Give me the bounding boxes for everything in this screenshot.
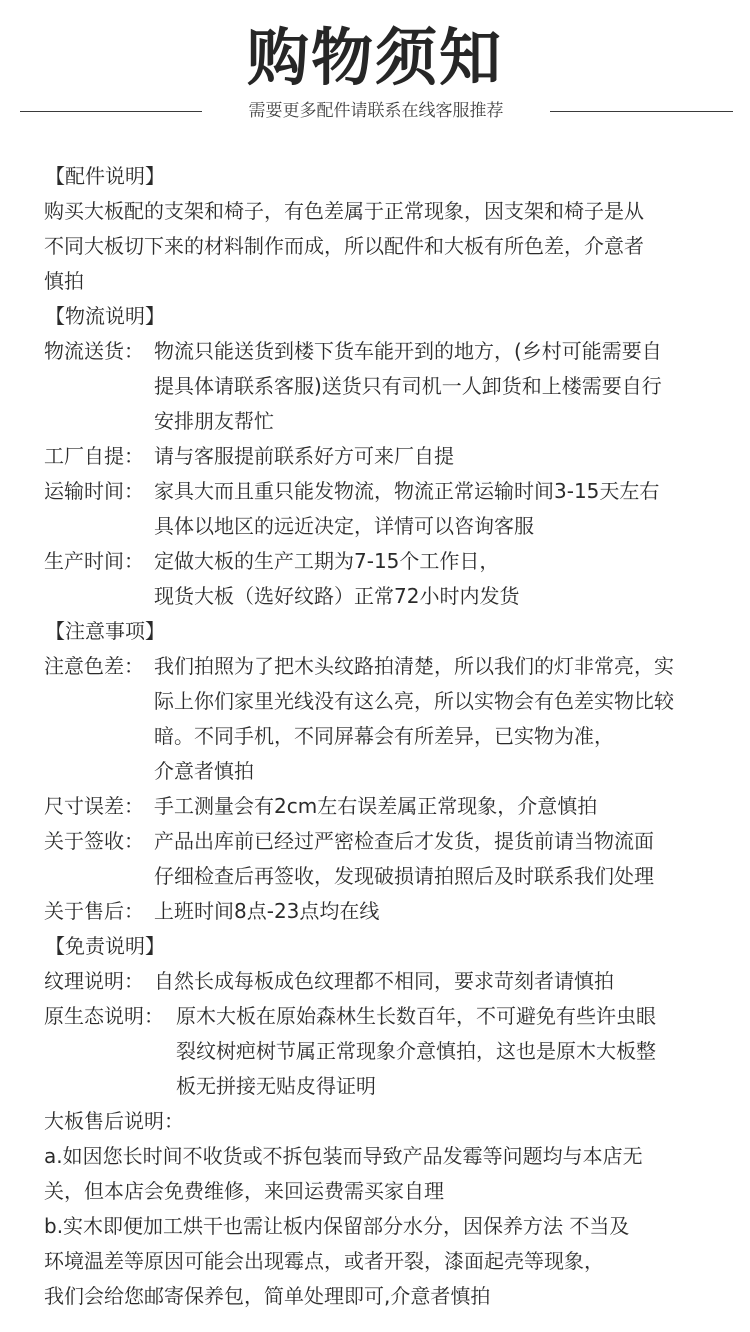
item-text [154,439,734,474]
item-label: 尺寸误差： [44,794,144,818]
item-text [154,964,734,999]
item-text-line: 原木大板在原始森林生长数百年，不可避免有些许虫眼 [176,1004,656,1028]
item-text [154,824,734,894]
item-text [154,544,734,614]
item-label: 运输时间： [44,479,144,503]
item-text-line: 物流只能送货到楼下货车能开到的地方，(乡村可能需要自 [154,339,662,363]
item-text [154,649,734,789]
paragraph-line: 不同大板切下来的材料制作而成，所以配件和大板有所色差，介意者 [44,234,644,258]
item-text-line: 家具大而且重只能发物流，物流正常运输时间3-15天左右 [154,479,660,503]
item-text-line: 介意者慎拍 [154,759,254,783]
item-text-line: 际上你们家里光线没有这么亮，所以实物会有色差实物比较 [154,689,674,713]
item-texture [44,964,734,999]
item-label: 工厂自提： [44,444,144,468]
item-production-time [44,544,734,614]
page-title: 购物须知 [246,21,503,94]
item-label: 关于签收： [44,829,144,853]
item-label: 纹理说明： [44,969,144,993]
item-text-line: 暗。不同手机，不同屏幕会有所差异，已实物为准， [154,724,614,748]
item-text [154,789,734,824]
item-receipt [44,824,734,894]
item-text-line: 产品出库前已经过严密检查后才发货，提货前请当物流面 [154,829,654,853]
item-text [154,334,734,439]
item-text [154,894,734,929]
item-after-sales [44,894,734,929]
item-text-line: 上班时间8点-23点均在线 [154,899,380,923]
paragraph-line: 慎拍 [44,269,84,293]
page-subtitle: 需要更多配件请联系在线客服推荐 [248,101,504,121]
item-text [176,999,734,1104]
section-heading-accessories: 【配件说明】 [45,164,165,188]
paragraph-line: 大板售后说明： [44,1109,184,1133]
item-text-line: 现货大板（选好纹路）正常72小时内发货 [154,584,520,608]
item-text-line: 裂纹树疤树节属正常现象介意慎拍，这也是原木大板整 [176,1039,656,1063]
paragraph-line: 关，但本店会免费维修，来回运费需买家自理 [44,1179,444,1203]
paragraph-line: 环境温差等原因可能会出现霉点，或者开裂，漆面起壳等现象， [44,1249,604,1273]
paragraph-line: a.如因您长时间不收货或不拆包装而导致产品发霉等问题均与本店无 [44,1144,643,1168]
item-label: 物流送货： [44,339,144,363]
item-text-line: 安排朋友帮忙 [154,409,274,433]
item-text-line: 提具体请联系客服)送货只有司机一人卸货和上楼需要自行 [154,374,662,398]
section-heading-notes: 【注意事项】 [45,619,165,643]
item-text-line: 请与客服提前联系好方可来厂自提 [154,444,454,468]
item-text [154,474,734,544]
divider-left [20,111,202,112]
divider-right [550,111,733,112]
item-text-line: 我们拍照为了把木头纹路拍清楚，所以我们的灯非常亮，实 [154,654,674,678]
section-heading-disclaimer: 【免责说明】 [45,934,165,958]
item-text-line: 板无拼接无贴皮得证明 [176,1074,376,1098]
paragraph-line: b.实木即便加工烘干也需让板内保留部分水分，因保养方法 不当及 [44,1214,630,1238]
item-text-line: 自然长成每板成色纹理都不相同，要求苛刻者请慎拍 [154,969,614,993]
item-shipping-time [44,474,734,544]
item-label: 原生态说明： [44,1004,164,1028]
item-delivery [44,334,734,439]
paragraph-line: 我们会给您邮寄保养包，简单处理即可,介意者慎拍 [44,1284,491,1308]
item-label: 生产时间： [44,549,144,573]
section-heading-logistics: 【物流说明】 [45,304,165,328]
item-color-difference [44,649,734,789]
item-text-line: 手工测量会有2cm左右误差属正常现象，介意慎拍 [154,794,598,818]
item-label: 关于售后： [44,899,144,923]
item-text-line: 定做大板的生产工期为7-15个工作日， [154,549,500,573]
item-text-line: 具体以地区的远近决定，详情可以咨询客服 [154,514,534,538]
paragraph-line: 购买大板配的支架和椅子，有色差属于正常现象，因支架和椅子是从 [44,199,644,223]
item-natural-ecology [44,999,734,1104]
item-label: 注意色差： [44,654,144,678]
notice-content [44,159,734,1314]
item-text-line: 仔细检查后再签收，发现破损请拍照后及时联系我们处理 [154,864,654,888]
item-size-error [44,789,734,824]
item-self-pickup [44,439,734,474]
